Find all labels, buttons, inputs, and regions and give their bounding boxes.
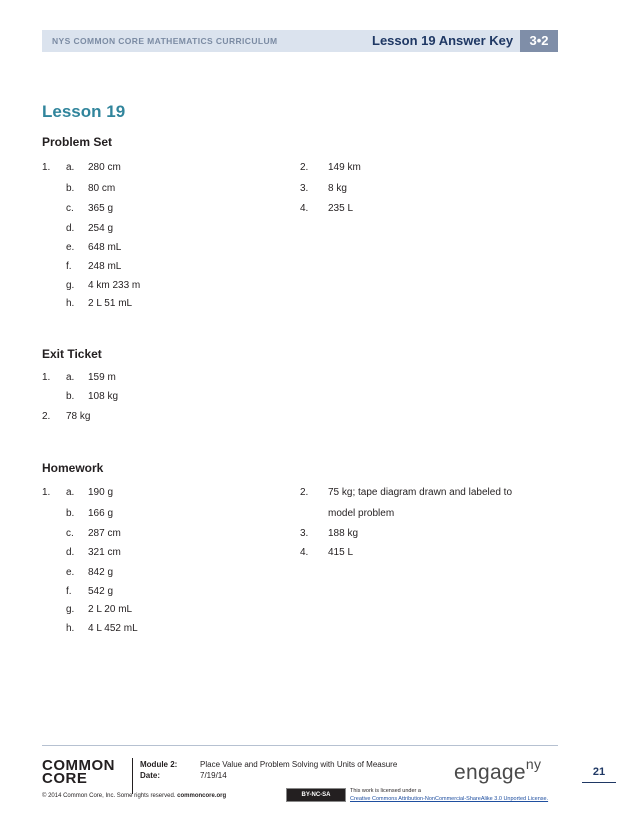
- question-answer: 75 kg; tape diagram drawn and labeled to: [328, 487, 513, 498]
- page-number-underline: [582, 782, 616, 783]
- item-answer: 108 kg: [88, 391, 119, 402]
- question-number: 3.: [300, 183, 309, 194]
- question-number: 4.: [300, 203, 309, 214]
- item-letter: g.: [66, 280, 75, 291]
- item-letter: f.: [66, 586, 72, 597]
- grade-module-badge: 3•2: [520, 30, 558, 52]
- module-value: Place Value and Problem Solving with Units of Measure: [200, 760, 398, 769]
- item-answer: 80 cm: [88, 183, 116, 194]
- item-letter: h.: [66, 298, 75, 309]
- module-label: Module 2:: [140, 760, 178, 769]
- question-answer: 149 km: [328, 162, 361, 173]
- item-letter: c.: [66, 528, 74, 539]
- question-number: 2.: [300, 162, 309, 173]
- curriculum-label: NYS COMMON CORE MATHEMATICS CURRICULUM: [52, 36, 278, 46]
- common-core-logo: [42, 759, 115, 785]
- item-letter: d.: [66, 223, 75, 234]
- question-number: 2.: [42, 411, 51, 422]
- question-number: 1.: [42, 162, 51, 173]
- item-answer: 648 mL: [88, 242, 122, 253]
- item-answer: 287 cm: [88, 528, 121, 539]
- question-answer-continued: model problem: [328, 508, 395, 519]
- question-number: 1.: [42, 372, 51, 383]
- item-letter: b.: [66, 508, 75, 519]
- item-letter: e.: [66, 242, 75, 253]
- homework-heading: Homework: [42, 461, 104, 475]
- item-answer: 4 km 233 m: [88, 280, 141, 291]
- logo-line-2: CORE: [42, 770, 88, 787]
- item-answer: 365 g: [88, 203, 114, 214]
- item-letter: g.: [66, 604, 75, 615]
- item-answer: 248 mL: [88, 261, 122, 272]
- question-answer: 415 L: [328, 547, 354, 558]
- item-letter: f.: [66, 261, 72, 272]
- item-letter: b.: [66, 183, 75, 194]
- item-answer: 254 g: [88, 223, 114, 234]
- item-answer: 321 cm: [88, 547, 121, 558]
- cc-license-badge[interactable]: BY-NC-SA: [286, 788, 346, 802]
- question-answer: 235 L: [328, 203, 354, 214]
- engageny-logo: [454, 758, 541, 785]
- copyright-notice: [42, 793, 226, 799]
- item-letter: b.: [66, 391, 75, 402]
- footer-vertical-divider: [132, 758, 133, 794]
- item-letter: a.: [66, 162, 75, 173]
- question-answer: 8 kg: [328, 183, 347, 194]
- footer-divider-line: [42, 745, 558, 746]
- brand-text: engage: [454, 761, 526, 784]
- logo-line-1: COMMON: [42, 757, 115, 774]
- item-answer: 4 L 452 mL: [88, 623, 138, 634]
- question-number: 4.: [300, 547, 309, 558]
- exit-ticket-heading: Exit Ticket: [42, 347, 102, 361]
- answer-key-title: Lesson 19 Answer Key: [372, 33, 514, 48]
- lesson-title: Lesson 19: [42, 102, 126, 121]
- item-answer: 842 g: [88, 567, 114, 578]
- item-letter: c.: [66, 203, 74, 214]
- date-value: 7/19/14: [200, 771, 227, 780]
- item-letter: a.: [66, 372, 75, 383]
- item-answer: 2 L 51 mL: [88, 298, 133, 309]
- question-number: 2.: [300, 487, 309, 498]
- item-letter: a.: [66, 487, 75, 498]
- item-answer: 280 cm: [88, 162, 121, 173]
- item-answer: 166 g: [88, 508, 114, 519]
- copyright-text: © 2014 Common Core, Inc. Some rights reserved.: [42, 793, 176, 799]
- page-number: 21: [592, 766, 606, 778]
- question-number: 3.: [300, 528, 309, 539]
- problem-set-heading: Problem Set: [42, 135, 113, 149]
- item-answer: 190 g: [88, 487, 114, 498]
- question-answer: 78 kg: [66, 411, 91, 422]
- brand-sup: ny: [525, 756, 542, 772]
- item-letter: e.: [66, 567, 75, 578]
- item-answer: 2 L 20 mL: [88, 604, 133, 615]
- question-answer: 188 kg: [328, 528, 359, 539]
- license-link[interactable]: Creative Commons Attribution-NonCommercial-ShareAlike 3.0 Unported License.: [350, 796, 549, 802]
- date-label: Date:: [140, 771, 161, 780]
- item-letter: h.: [66, 623, 75, 634]
- license-text: This work is licensed under a: [350, 788, 421, 794]
- item-answer: 159 m: [88, 372, 116, 383]
- item-answer: 542 g: [88, 586, 114, 597]
- copyright-link[interactable]: commoncore.org: [177, 793, 227, 799]
- item-letter: d.: [66, 547, 75, 558]
- question-number: 1.: [42, 487, 51, 498]
